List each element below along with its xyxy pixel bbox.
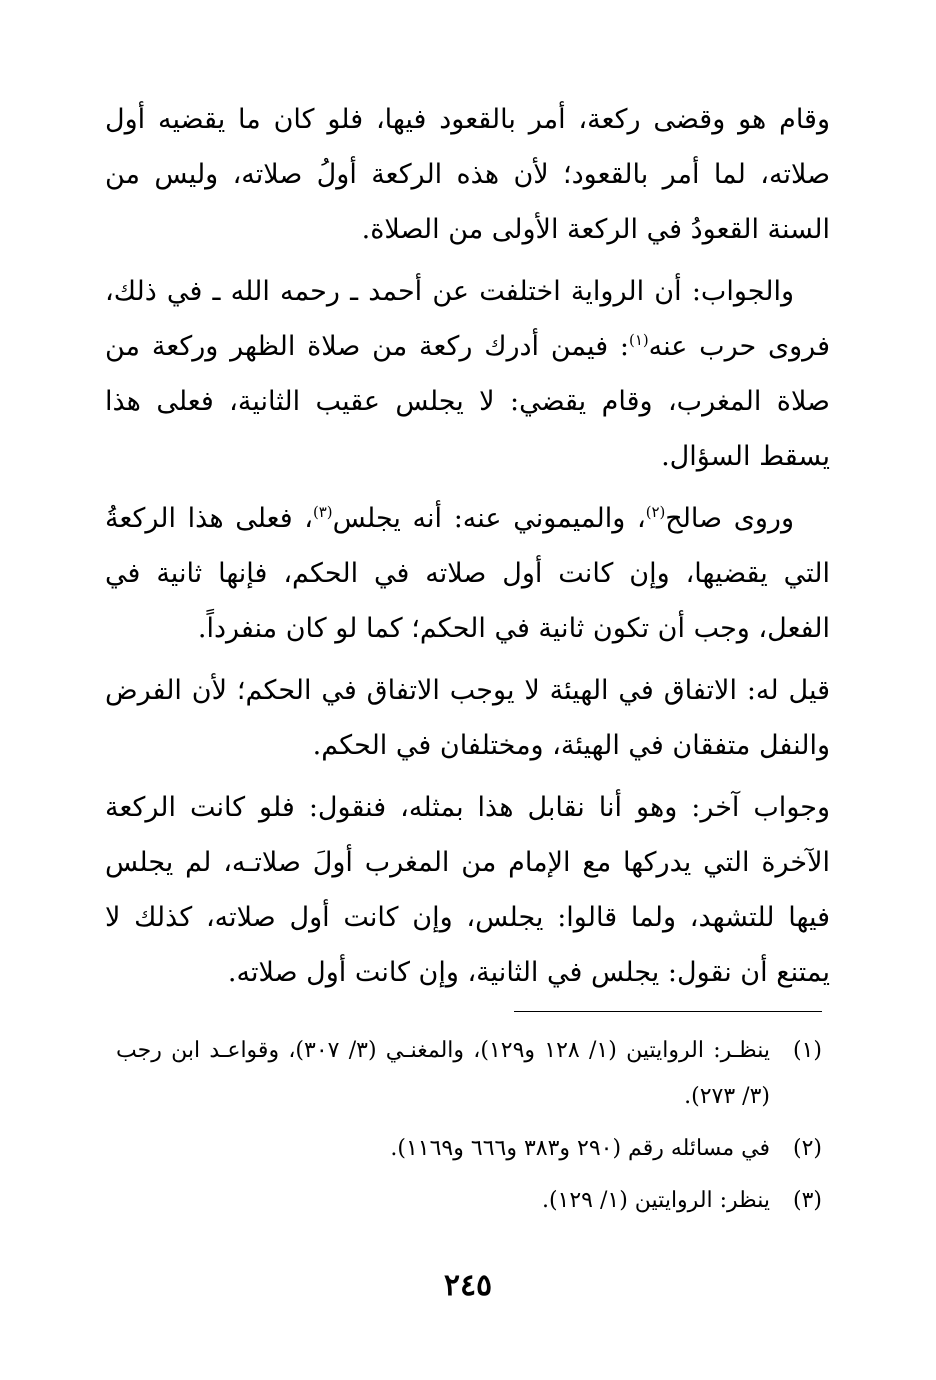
footnote-number: (٢) — [792, 1136, 822, 1161]
paragraph-5: وجواب آخر: وهو أنا نقابل هذا بمثله، فنقول: فلو كانت الركعة الآخرة التي يدركها مع الإمام من المغرب أولَ صلاتـه، لم يجلس فيها للتشهد، ولما قالوا: يجلس، وإن كانت أول صلاته، كذلك لا يمتنع أن نقول: يجلس في الثانية، وإن كانت أول صلاته. — [105, 792, 830, 988]
footnote-1 — [116, 1028, 822, 1120]
footnote-ref-2: (٢) — [645, 503, 666, 521]
paragraph-2-part-b: : فيمن أدرك ركعة من صلاة الظهر وركعة من صلاة المغرب، وقام يقضي: لا يجلس عقيب الثانية، فعلى هذا يسقط السؤال. — [105, 331, 830, 472]
paragraph-3 — [105, 491, 830, 656]
footnote-number: (٣) — [792, 1188, 822, 1213]
footnote-text: ينظـر: الروايتين (١/ ١٢٨ و١٢٩)، والمغنـي (٣/ ٣٠٧)، وقواعـد ابن رجب (٣/ ٢٧٣). — [116, 1038, 770, 1109]
paragraph-2-part-a: والجواب: أن الرواية اختلفت عن أحمد ـ رحمه الله ـ في ذلك، فروى حرب عنه — [105, 276, 830, 362]
main-text — [105, 92, 830, 1000]
paragraph-4: قيل له: الاتفاق في الهيئة لا يوجب الاتفاق في الحكم؛ لأن الفرض والنفل متفقان في الهيئة، ومختلفان في الحكم. — [105, 675, 830, 761]
paragraph-2 — [105, 264, 830, 484]
paragraph-1: وقام هو وقضى ركعة، أمر بالقعود فيها، فلو كان ما يقضيه أول صلاته، لما أمر بالقعود؛ لأن هذه الركعة أولُ صلاته، وليس من السنة القعودُ في الركعة الأولى من الصلاة. — [105, 104, 830, 245]
paragraph-3-part-b: ، والميموني عنه: أنه يجلس — [332, 503, 646, 534]
footnote-ref-1: (١) — [629, 331, 649, 349]
footnotes — [116, 1028, 822, 1230]
page-number: ٢٤٥ — [443, 1268, 493, 1303]
footnote-3 — [116, 1178, 822, 1224]
footnote-2 — [116, 1126, 822, 1172]
footnote-ref-3: (٣) — [313, 503, 333, 521]
paragraph-3-part-a: وروى صالح — [665, 503, 795, 534]
footnote-text: في مسائله رقم (٢٩٠ و٣٨٣ و٦٦٦ و١١٦٩). — [390, 1136, 770, 1161]
footnote-text: ينظر: الروايتين (١/ ١٢٩). — [541, 1188, 770, 1213]
paragraph-3-part-c: ، فعلى هذا الركعةُ التي يقضيها، وإن كانت أول صلاته في الحكم، فإنها ثانية في الفعل، وجب أن تكون ثانية في الحكم؛ كما لو كان منفرداً. — [105, 503, 830, 644]
footnote-separator — [514, 1011, 822, 1012]
footnote-number: (١) — [792, 1038, 822, 1063]
